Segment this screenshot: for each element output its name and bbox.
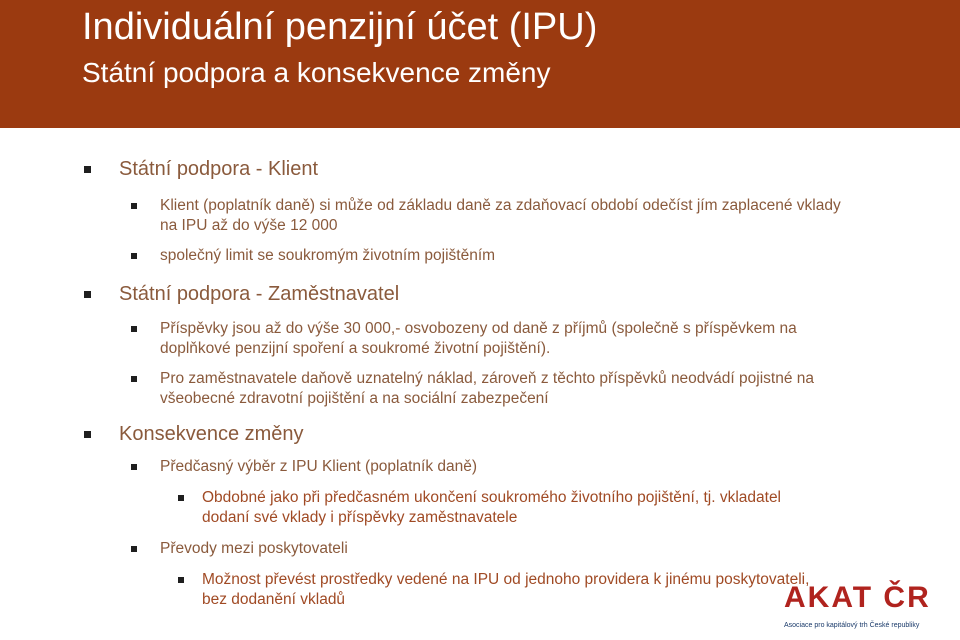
square-bullet-icon: [84, 291, 91, 298]
list-item-text: Předčasný výběr z IPU Klient (poplatník daně): [160, 458, 478, 475]
list-item-text: Možnost převést prostředky vedené na IPU od jednoho providera k jinému poskytovateli, bez dodanění vkladů: [202, 571, 810, 608]
list-item-text: Obdobné jako při předčasném ukončení soukromého životního pojištění, tj. vkladatel dodaní své vklady i příspěvky zaměstnavatele: [202, 489, 782, 526]
section-heading: Státní podpora - Zaměstnavatel: [119, 283, 400, 305]
section-heading: Státní podpora - Klient: [119, 158, 319, 180]
slide-subtitle: Státní podpora a konsekvence změny: [82, 57, 551, 88]
square-bullet-icon: [131, 376, 137, 382]
square-bullet-icon: [84, 166, 91, 173]
list-item-text: Převody mezi poskytovateli: [160, 540, 348, 557]
akat-logo: [780, 580, 940, 636]
square-bullet-icon: [131, 326, 137, 332]
square-bullet-icon: [178, 495, 184, 501]
square-bullet-icon: [178, 577, 184, 583]
list-item-text: společný limit se soukromým životním pojištěním: [160, 247, 496, 264]
slide-header: [0, 0, 960, 128]
square-bullet-icon: [131, 464, 137, 470]
square-bullet-icon: [131, 203, 137, 209]
list-item-text: Příspěvky jsou až do výše 30 000,- osvobozeny od daně z příjmů (společně s příspěvkem na doplňkové penzijní spoření a soukromé životní pojištění).: [160, 320, 797, 357]
list-item-text: Klient (poplatník daně) si může od základu daně za zdaňovací období odečíst jím zaplacené vklady na IPU až do výše 12 000: [160, 197, 841, 234]
square-bullet-icon: [84, 431, 91, 438]
slide-title: Individuální penzijní účet (IPU): [82, 6, 598, 48]
section-heading: Konsekvence změny: [119, 423, 304, 445]
square-bullet-icon: [131, 253, 137, 259]
square-bullet-icon: [131, 546, 137, 552]
logo-tagline: Asociace pro kapitálový trh České republiky: [784, 622, 920, 629]
list-item-text: Pro zaměstnavatele daňově uznatelný náklad, zároveň z těchto příspěvků neodvádí pojistné na všeobecné zdravotní pojištění a na sociální zabezpečení: [160, 370, 814, 407]
logo-name: AKAT ČR: [784, 581, 931, 614]
